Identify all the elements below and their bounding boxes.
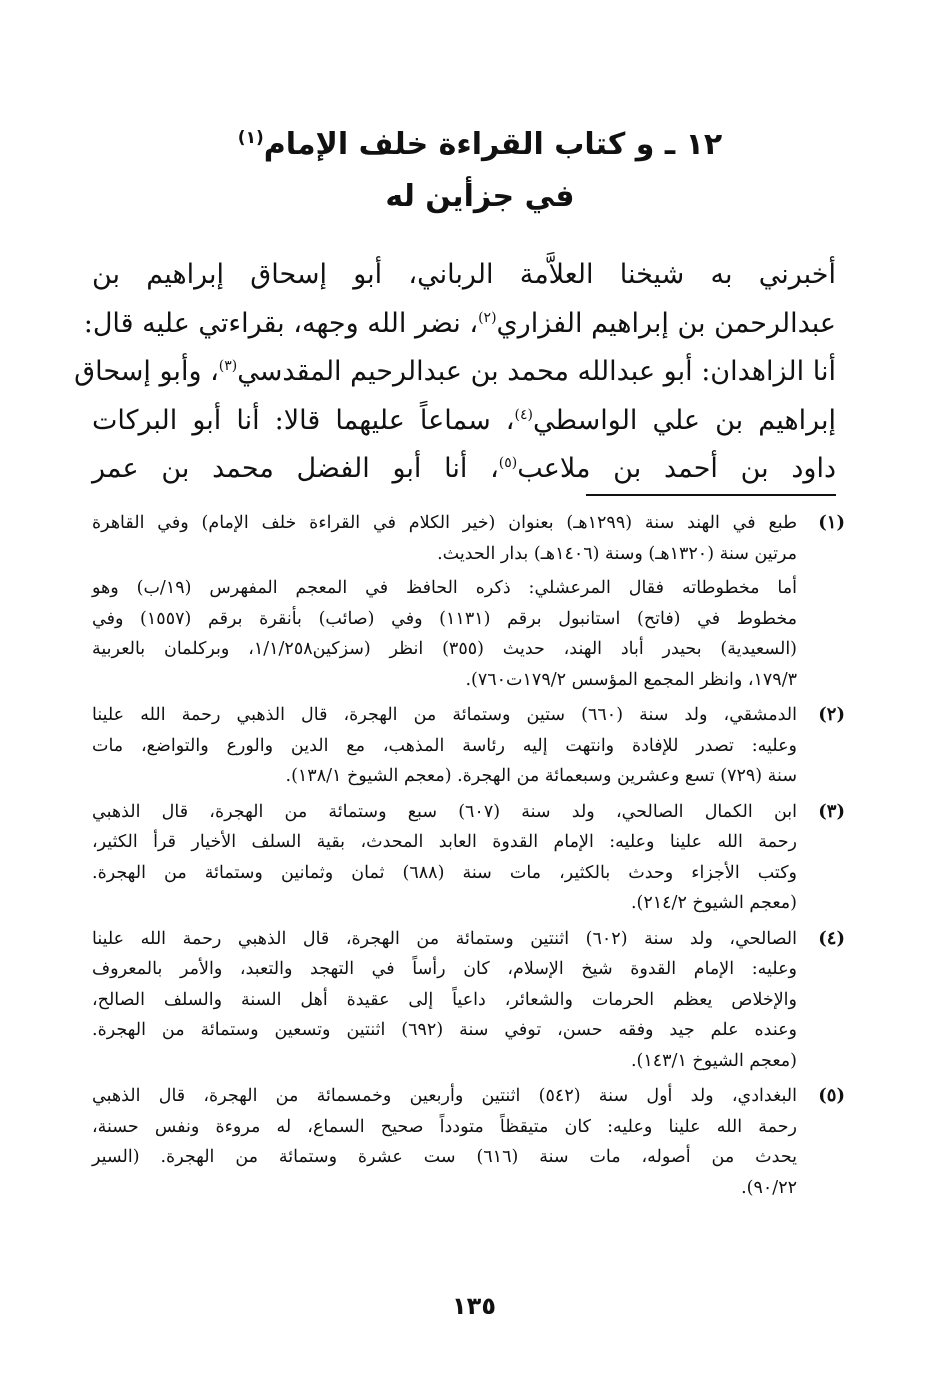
- footnote-line: وعليه: تصدر للإفادة وانتهت إليه رئاسة المذهب، مع الدين والورع والتواضع، مات: [92, 735, 797, 756]
- text-line: [83, 297, 836, 346]
- footnote-line: ١٧٩/٣، وانظر المجمع المؤسس ١٧٩/٢ت٧٦٠).: [465, 669, 797, 690]
- footnotes-section: [92, 508, 845, 1208]
- footnote-line: رحمة الله علينا وعليه: كان متيقظاً متودداً صحيح السماع، له مروءة ونفس حسنة،: [92, 1116, 797, 1137]
- footnote-line: مرتين سنة (١٣٢٠هـ) وسنة (١٤٠٦هـ) بدار الحديث.: [437, 543, 797, 564]
- text-segment: ، سماعاً عليهما قالا: أنا أبو البركات: [92, 404, 515, 436]
- text-segment: ، وأبو إسحاق: [74, 356, 219, 387]
- footnote-number: (٥): [818, 1085, 845, 1106]
- footnote: [92, 700, 845, 792]
- footnote-number: (٤): [818, 927, 845, 949]
- footnote-line: الدمشقي، ولد سنة (٦٦٠) ستين وستمائة من الهجرة، قال الذهبي رحمة الله علينا: [92, 705, 797, 725]
- heading-line-1: [100, 112, 860, 171]
- main-paragraph: [74, 254, 837, 491]
- footnote-body: [92, 508, 797, 695]
- footnote-body: [92, 924, 797, 1077]
- footnote-ref[interactable]: (٥): [498, 455, 518, 471]
- footnote-line: وكتب الأجزاء وحدث بالكثير، مات سنة (٦٨٨) ثمان وثمانين وستمائة من الهجرة.: [92, 862, 797, 883]
- footnote: [92, 508, 845, 695]
- chapter-heading: [100, 112, 860, 223]
- footnote-line: مخطوط في (فاتح) استانبول برقم (١١٣١) وفي (صائب) بأنقرة برقم (١٥٥٧) وفي: [92, 608, 798, 629]
- footnote-number: (١): [818, 512, 845, 533]
- footnote-number: (٢): [818, 704, 845, 725]
- heading-text: ١٢ ـ و كتاب القراءة خلف الإمام: [263, 127, 723, 162]
- footnote-line: ٩٠/٢٢).: [741, 1177, 797, 1198]
- footnote-ref[interactable]: (٢): [478, 309, 497, 326]
- heading-footnote-ref[interactable]: (١): [237, 128, 264, 148]
- footnote-line: (معجم الشيوخ ١٤٣/١).: [630, 1050, 797, 1071]
- footnote-separator: [586, 494, 836, 496]
- footnote-line: (السعيدية) بحيدر أباد الهند، حديث (٣٥٥) انظر (سزكين١/١/٢٥٨، وبركلمان بالعربية: [92, 639, 798, 659]
- text-line: [92, 442, 836, 491]
- text-segment: أنا الزاهدان: أبو عبدالله محمد بن عبدالرحيم المقدسي: [237, 356, 836, 387]
- footnote-line: والإخلاص يعظم الحرمات والشعائر، داعياً إلى عقيدة أهل السنة والسلف الصالح،: [92, 989, 797, 1010]
- footnote: [92, 797, 845, 919]
- footnote: [92, 1081, 845, 1203]
- footnote-line: طبع في الهند سنة (١٢٩٩هـ) بعنوان (خير الكلام في القراءة خلف الإمام) وفي القاهرة: [92, 513, 798, 533]
- text-segment: إبراهيم بن علي الواسطي: [532, 404, 837, 436]
- footnote-number: (٣): [818, 800, 845, 822]
- footnote-body: [92, 700, 797, 792]
- page-number: ١٣٥: [452, 1292, 496, 1320]
- footnote-line: وعنده علم جيد وفقه حسن، توفي سنة (٦٩٢) اثنتين وتسعين وستمائة من الهجرة.: [92, 1020, 797, 1040]
- footnote-line: وعليه: الإمام القدوة شيخ الإسلام، كان رأساً في التهجد والتعبد، والأمر بالمعروف: [92, 959, 797, 979]
- footnote-line: يحدث من أصوله، مات سنة (٦١٦) ست عشرة وستمائة من الهجرة. (السير: [92, 1147, 797, 1167]
- footnote-line: (معجم الشيوخ ٢١٤/٢).: [630, 893, 797, 913]
- text-segment: داود بن أحمد بن ملاعب: [517, 453, 836, 484]
- footnote-ref[interactable]: (٣): [218, 358, 238, 374]
- text-segment: عبدالرحمن بن إبراهيم الفزاري: [496, 307, 836, 339]
- footnote-line: البغدادي، ولد أول سنة (٥٤٢) اثنتين وأربعين وخمسمائة من الهجرة، قال الذهبي: [92, 1086, 797, 1106]
- footnote-body: [92, 1081, 797, 1203]
- footnote-line: سنة (٧٢٩) تسع وعشرين وسبعمائة من الهجرة. (معجم الشيوخ ١٣٨/١).: [285, 766, 797, 786]
- text-line: [92, 254, 836, 297]
- footnote-line: رحمة الله علينا وعليه: الإمام القدوة العابد المحدث، بقية السلف الأخيار قرأ الكثير،: [92, 832, 797, 852]
- text-line: [92, 394, 836, 443]
- footnote-line: الصالحي، ولد سنة (٦٠٢) اثنتين وستمائة من الهجرة، قال الذهبي رحمة الله علينا: [92, 928, 797, 949]
- footnote-line: ابن الكمال الصالحي، ولد سنة (٦٠٧) سبع وستمائة من الهجرة، قال الذهبي: [92, 801, 797, 822]
- text-segment: ، أنا أبو الفضل محمد بن عمر: [92, 453, 499, 484]
- footnote-body: [92, 797, 797, 919]
- footnote-line: أما مخطوطاته فقال المرعشلي: ذكره الحافظ في المعجم المفهرس (١٩/ب) وهو: [92, 578, 797, 598]
- text-line: [74, 345, 836, 394]
- footnote: [92, 924, 845, 1077]
- heading-line-2: في جزأين له: [385, 179, 575, 214]
- footnote-ref[interactable]: (٤): [514, 406, 533, 423]
- text-segment: أخبرني به شيخنا العلاَّمة الرباني، أبو إسحاق إبراهيم بن: [92, 259, 836, 290]
- text-segment: ، نضر الله وجهه، بقراءتي عليه قال:: [83, 307, 479, 339]
